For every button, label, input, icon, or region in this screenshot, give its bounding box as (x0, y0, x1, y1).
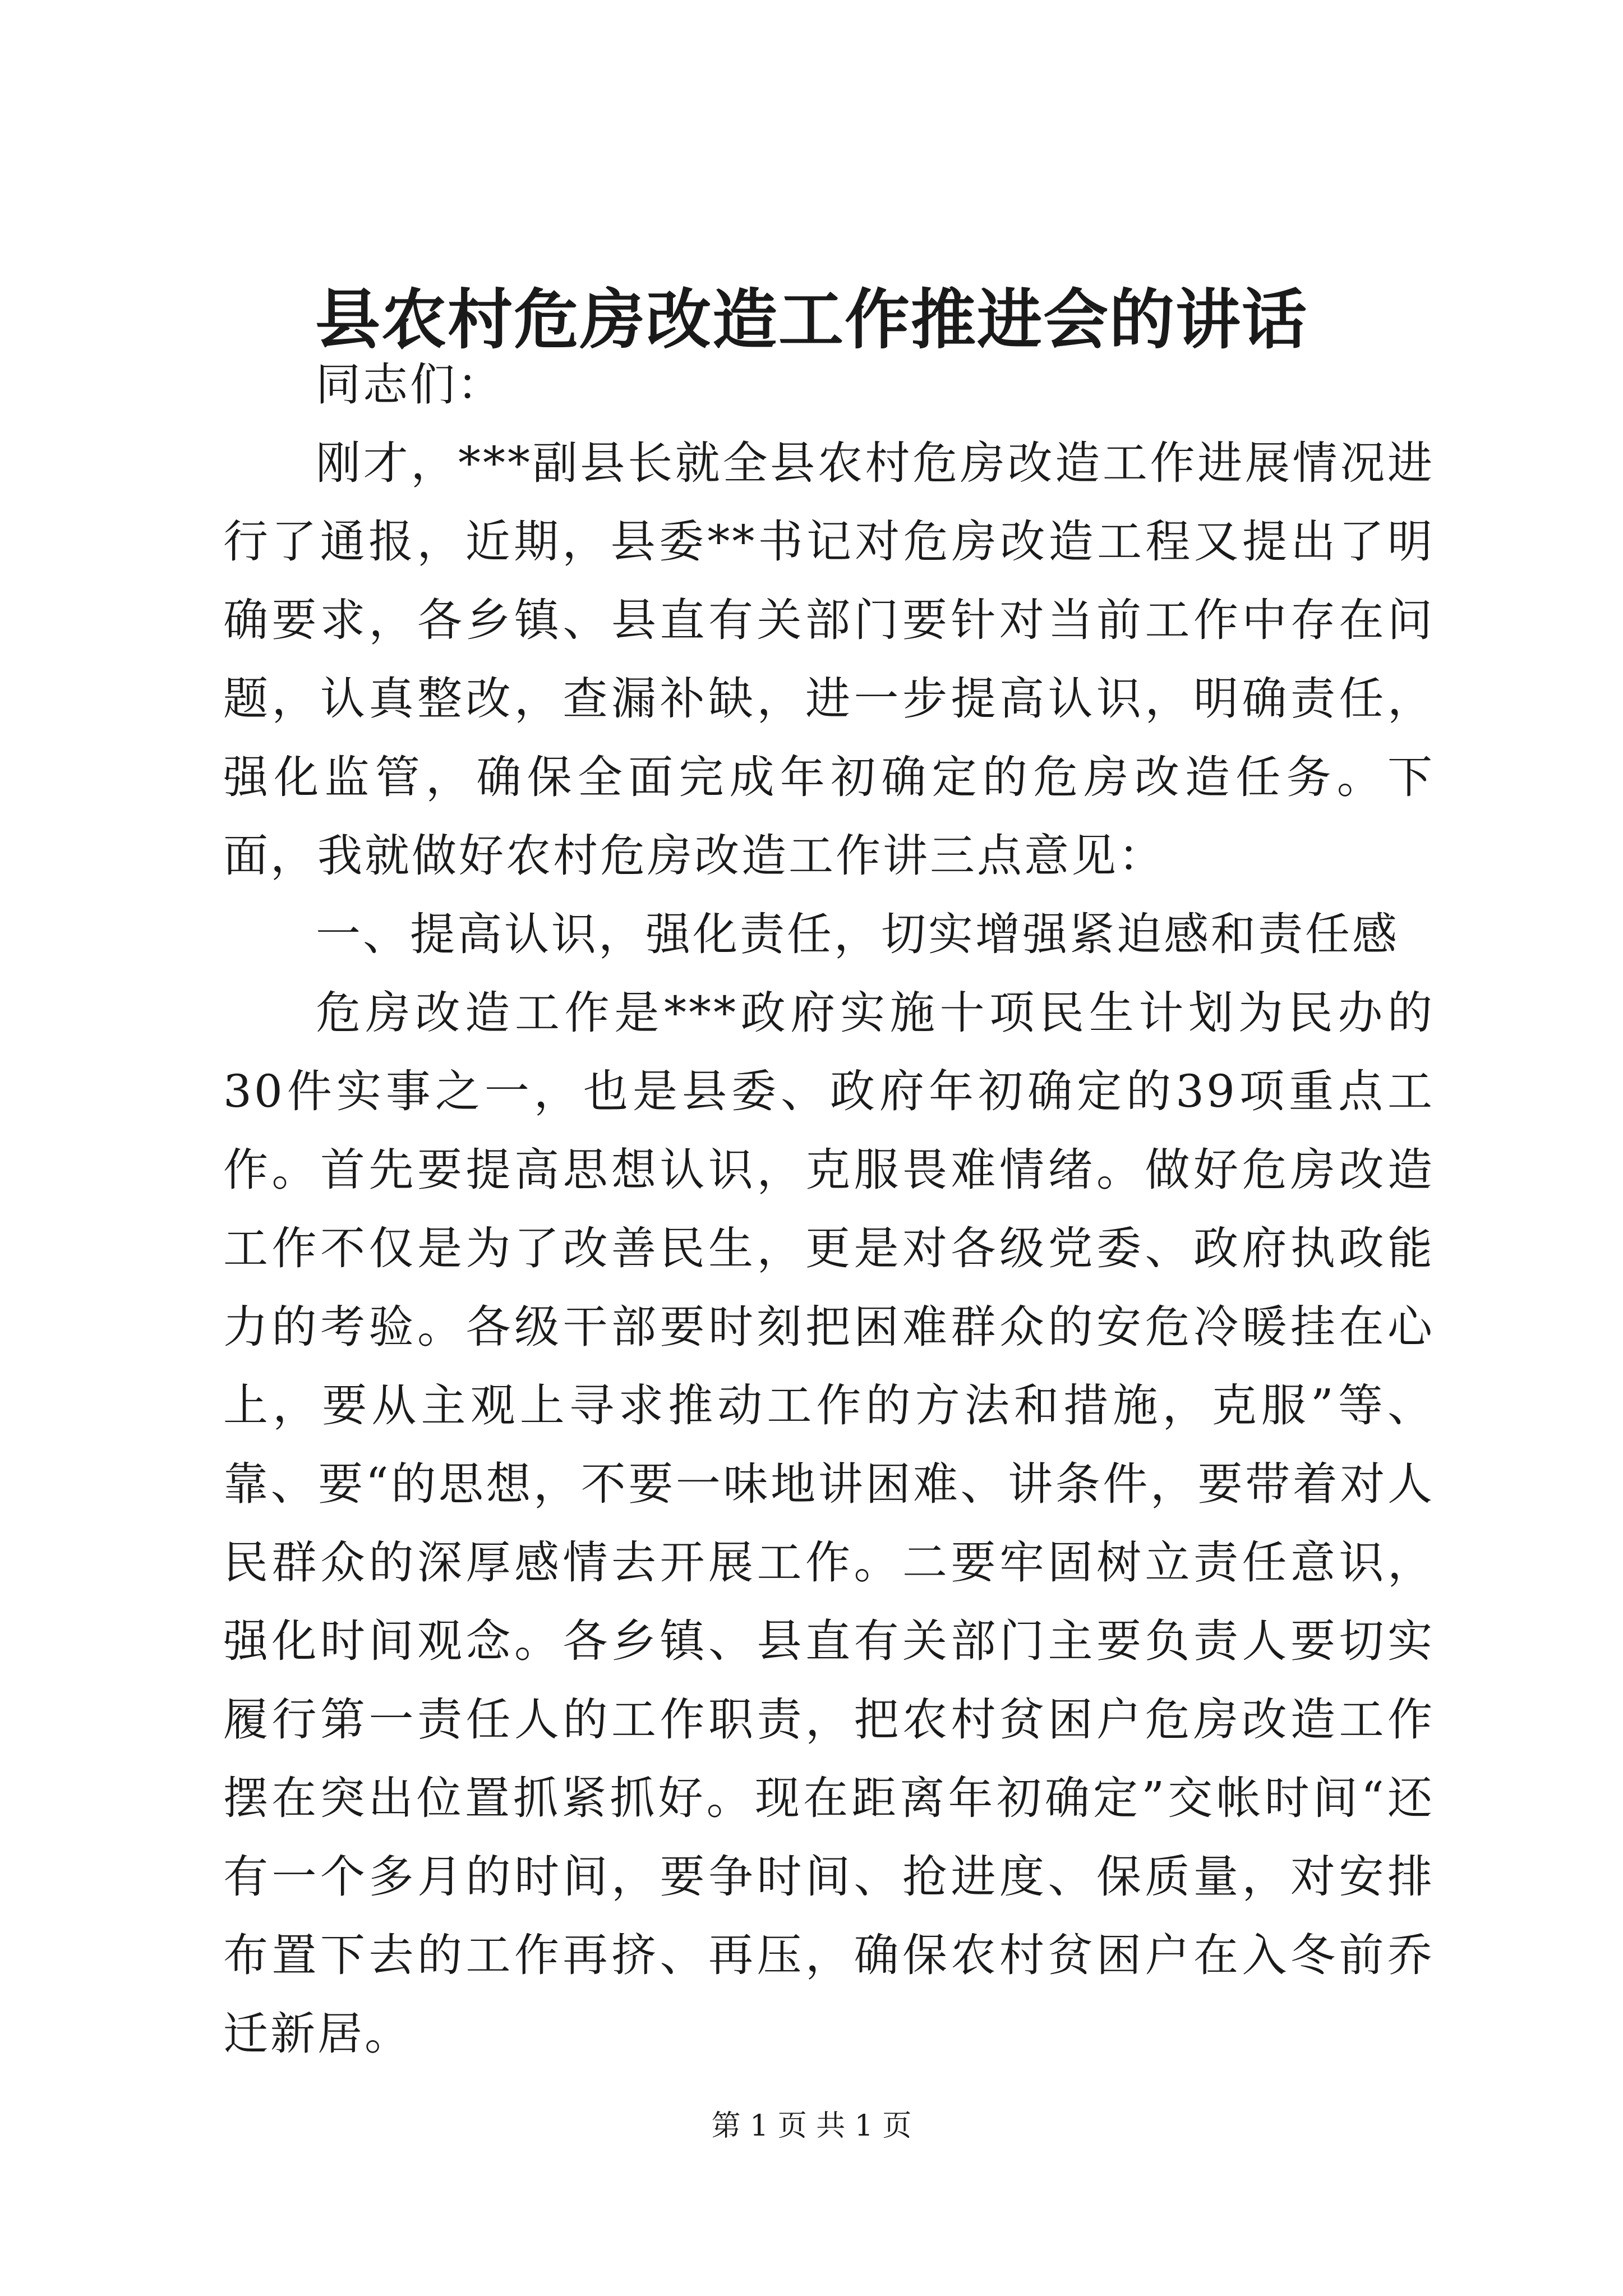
page-footer: 第 1 页 共 1 页 (711, 2109, 912, 2143)
document-title: 县农村危房改造工作推进会的讲话 (315, 282, 1308, 358)
section-heading-1: 一、提高认识，强化责任，切实增强紧迫感和责任感 (316, 908, 1399, 960)
salutation: 同志们： (316, 358, 504, 411)
paragraph-intro: 刚才，***副县长就全县农村危房改造工作进展情况进行了通报，近期，县委**书记对危房改造工程又提出了明确要求，各乡镇、县直有关部门要针对当前工作中存在问题，认真整改，查漏补缺，进一步提高认识，明确责任，强化监管，确保全面完成年初确定的危房改造任务。下面，我就做好农村危房改造工作讲三点意见： (223, 437, 1435, 882)
paragraph-section-1: 危房改造工作是***政府实施十项民生计划为民办的30件实事之一，也是县委、政府年初确定的39项重点工作。首先要提高思想认识，克服畏难情绪。做好危房改造工作不仅是为了改善民生，更是对各级党委、政府执政能力的考验。各级干部要时刻把困难群众的安危冷暖挂在心上，要从主观上寻求推动工作的方法和措施，克服”等、靠、要“的思想，不要一味地讲困难、讲条件，要带着对人民群众的深厚感情去开展工作。二要牢固树立责任意识，强化时间观念。各乡镇、县直有关部门主要负责人要切实履行第一责任人的工作职责，把农村贫困户危房改造工作摆在突出位置抓紧抓好。现在距离年初确定”交帐时间“还有一个多月的时间，要争时间、抢进度、保质量，对安排布置下去的工作再挤、再压，确保农村贫困户在入冬前乔迁新居。 (223, 987, 1435, 2060)
document-body (223, 346, 1435, 2073)
